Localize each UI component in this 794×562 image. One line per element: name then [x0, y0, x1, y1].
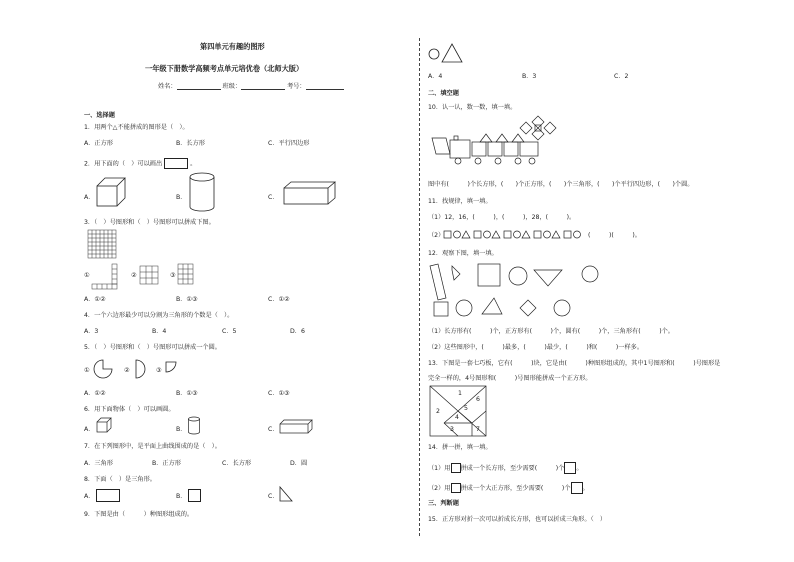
circle-triangle-figure	[428, 42, 468, 66]
q5-opt-b[interactable]: B．①③	[176, 390, 198, 397]
q7-opt-c[interactable]: C．长方形	[222, 460, 252, 467]
right-triangle-icon	[280, 487, 294, 503]
three-quarter-circle-icon	[94, 360, 114, 380]
q3-mark-3: ③	[170, 272, 176, 279]
q11-seq-b-prefix: （2）	[428, 232, 445, 239]
piece-2	[140, 266, 162, 288]
q1-text: 1．用两个△不能拼成的图形是（ ）。	[84, 124, 189, 131]
q11-seq-a: （1）12，16，( )，( )，28，( )。	[428, 214, 576, 221]
q6-text: 6．用下面物体（ ）可以画圆。	[84, 406, 175, 413]
q1-opt-b[interactable]: B．长方形	[176, 140, 205, 147]
q2-opt-a[interactable]: A．	[84, 194, 95, 201]
square-icon	[188, 489, 201, 502]
square-icon	[451, 463, 461, 473]
left-column	[84, 0, 410, 562]
q3-text: 3．（ ）号图形和（ ）号图形可以拼成下图。	[84, 219, 215, 226]
q11-text: 11．找规律，填一填。	[428, 198, 492, 205]
q9-opt-c[interactable]: C．2	[614, 73, 629, 80]
cube-icon	[97, 418, 113, 434]
rectangle-icon	[96, 489, 120, 502]
q14-a-mid: 拼成一个长方形，至少需要( )个	[460, 465, 565, 472]
tangram-label-2: 2	[436, 408, 440, 415]
q13-b: 完全一样的，4号图形和( )号图形能拼成一个正方形。	[428, 375, 592, 382]
section-fill: 二、填空题	[428, 90, 459, 97]
tangram-label-7: 7	[476, 426, 480, 433]
cube-icon	[97, 178, 127, 208]
q7-opt-a[interactable]: A．三角形	[84, 460, 113, 467]
q11-seq-b	[428, 232, 444, 240]
tangram-label-5: 5	[464, 405, 468, 412]
q8-opt-c[interactable]: C．	[268, 493, 279, 500]
q2-opt-c[interactable]: C．	[268, 194, 279, 201]
q3-opt-a[interactable]: A．①②	[84, 296, 106, 303]
q3-mark-1: ①	[84, 272, 90, 279]
q1-opt-a[interactable]: A．正方形	[84, 140, 113, 147]
q4-opt-c[interactable]: C．5	[222, 328, 237, 335]
q14-b-pre: （2）用	[428, 485, 451, 492]
section-choice: 一、选择题	[84, 112, 115, 119]
tangram-label-6: 6	[476, 396, 480, 403]
q5-mark-2: ②	[124, 367, 130, 374]
square-icon	[571, 482, 583, 494]
q14-b-end: 。	[582, 485, 589, 492]
tangram-label-4: 4	[455, 414, 459, 421]
q2-label: 2．用下面的（ ）可以画出	[84, 160, 163, 168]
q9-text: 9．下图是由（ ）种图形组成的。	[84, 511, 194, 518]
cuboid-icon	[280, 420, 314, 434]
cuboid-icon	[284, 182, 336, 206]
grid-figure	[88, 230, 118, 260]
q2-tail: 。	[190, 160, 197, 168]
q4-opt-b[interactable]: B．4	[152, 328, 167, 335]
shape-sequence	[444, 230, 584, 240]
square-icon	[564, 462, 576, 474]
train-figure	[432, 116, 562, 166]
q1-opt-c[interactable]: C．平行四边形	[268, 140, 310, 147]
q8-opt-b[interactable]: B．	[176, 493, 187, 500]
q14-text: 14．拼一拼，填一填。	[428, 444, 492, 451]
tangram-label-3: 3	[450, 426, 454, 433]
q14-a	[428, 462, 583, 474]
cylinder-icon	[188, 416, 202, 436]
q5-mark-3: ③	[156, 367, 162, 374]
q5-mark-1: ①	[84, 367, 90, 374]
q9-opt-a[interactable]: A．4	[428, 73, 443, 80]
tangram-label-1: 1	[458, 390, 462, 397]
piece-3	[178, 264, 200, 288]
q4-text: 4．一个六边形最少可以分割为三角形的个数是（ ）。	[84, 312, 234, 319]
half-circle-icon	[134, 360, 148, 380]
q14-a-end: 。	[576, 465, 583, 472]
square-icon	[451, 483, 461, 493]
rectangle-icon	[164, 158, 188, 169]
q12-text: 12．观察下图，填一填。	[428, 250, 498, 257]
q7-opt-b[interactable]: B．正方形	[152, 460, 181, 467]
page-title: 第四单元有趣的图形	[200, 42, 265, 51]
piece-1	[92, 264, 122, 290]
q7-opt-d[interactable]: D．圆	[290, 460, 308, 467]
q10-text: 10．认一认，数一数，填一填。	[428, 104, 517, 111]
q15-text: 15．正方形对折一次可以折成长方形，也可以折成三角形。（ ）	[428, 516, 607, 523]
q12-a: （1）长方形有( )个，正方形有( )个，圆有( )个，三角形有( )个。	[428, 328, 674, 335]
q3-opt-b[interactable]: B．①③	[176, 296, 198, 303]
name-label: 姓名：	[158, 83, 177, 90]
cylinder-icon	[189, 172, 215, 212]
class-label: 班级：	[222, 83, 242, 90]
q11-seq-b-suffix: ( )( )。	[588, 232, 641, 239]
q8-opt-a[interactable]: A．	[84, 493, 95, 500]
q12-b: （2）这些图形中，( )最多，( )最少，( )和( )一样多。	[428, 344, 644, 351]
q4-opt-a[interactable]: A．3	[84, 328, 99, 335]
q5-opt-a[interactable]: A．①②	[84, 390, 106, 397]
q9-opt-b[interactable]: B．3	[522, 73, 537, 80]
q13-a: 13．下图是一套七巧板，它有( )块，它是由( )种图形组成的，其中1号图形和( )号图形是	[428, 360, 721, 367]
q14-b-mid: 拼成一个大正方形，至少需要( )个	[460, 485, 571, 492]
right-column	[428, 0, 768, 562]
shapes-figure	[430, 262, 600, 322]
page-subtitle: 一年级下册数学高频考点单元培优卷（北师大版）	[145, 64, 304, 73]
q4-opt-d[interactable]: D．6	[290, 328, 305, 335]
q8-text: 8．下面（ ）是三角形。	[84, 476, 156, 483]
section-judge: 三、判断题	[428, 500, 459, 507]
q14-b	[428, 482, 589, 494]
q3-opt-c[interactable]: C．①②	[268, 296, 290, 303]
q6-opt-a[interactable]: A．	[84, 426, 95, 433]
q7-text: 7．在下列图形中，是平面上曲线围成的是（ ）。	[84, 443, 221, 450]
q6-opt-b[interactable]: B．	[176, 426, 187, 433]
q2-opt-b[interactable]: B．	[176, 194, 187, 201]
q3-mark-2: ②	[131, 272, 137, 279]
q5-text: 5．（ ）号图形和（ ）号图形可以拼成一个圆。	[84, 344, 221, 351]
column-divider	[419, 38, 420, 536]
q6-opt-c[interactable]: C．	[268, 426, 279, 433]
quarter-circle-icon	[166, 362, 180, 376]
q2-text	[84, 158, 196, 169]
number-label: 考号：	[287, 83, 306, 90]
q14-a-pre: （1）用	[428, 465, 451, 472]
q10-fill: 图中有( )个长方形，( )个正方形，( )个三角形，( )个平行四边形，( )个圆。	[428, 181, 694, 188]
q5-opt-c[interactable]: C．①③	[268, 390, 290, 397]
